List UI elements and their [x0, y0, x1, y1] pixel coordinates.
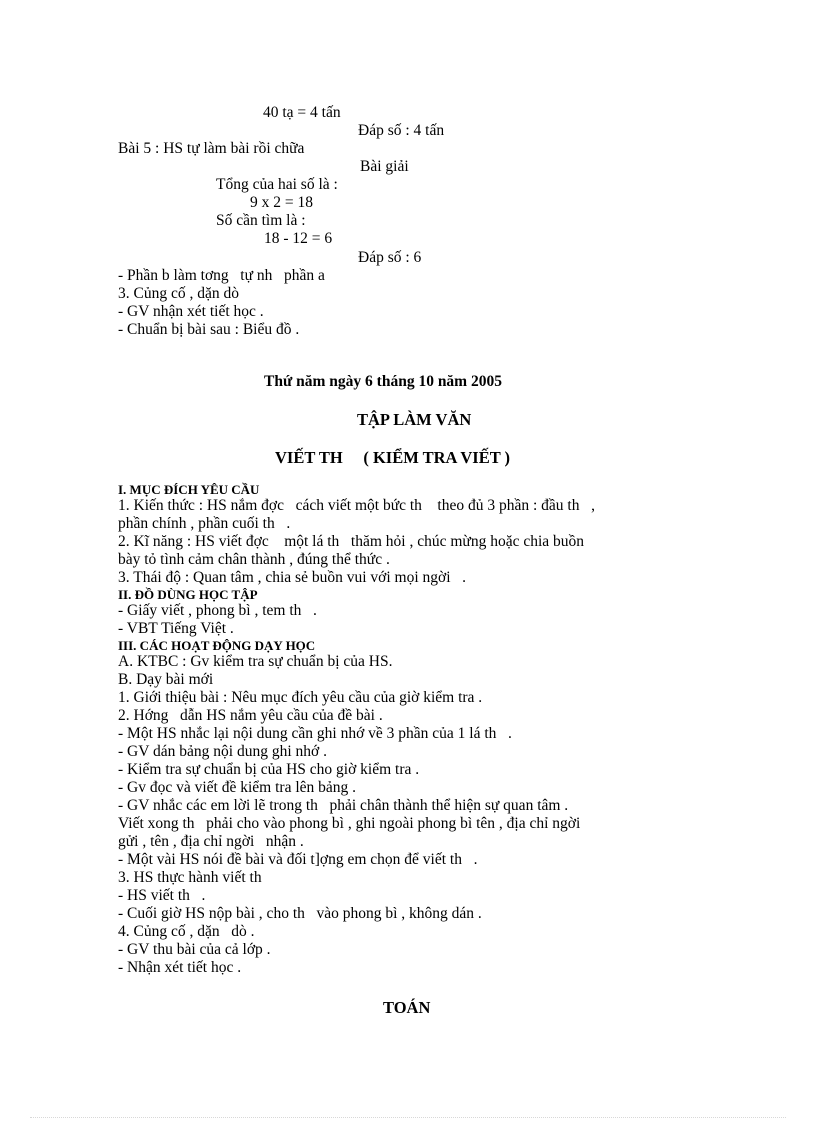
- text-line: - Giấy viết , phong bì , tem th .: [118, 602, 317, 619]
- subject-heading: TẬP LÀM VĂN: [357, 410, 472, 429]
- text-line: 40 tạ = 4 tấn: [263, 104, 341, 121]
- text-line: 2. Hớng dẫn HS nắm yêu cầu của đề bài .: [118, 707, 383, 724]
- text-line: - GV dán bảng nội dung ghi nhớ .: [118, 743, 327, 760]
- text-line: Số cần tìm là :: [216, 212, 306, 229]
- text-line: 3. Thái độ : Quan tâm , chia sẻ buồn vui với mọi ngời .: [118, 569, 467, 586]
- text-line: - Kiểm tra sự chuẩn bị của HS cho giờ kiểm tra .: [118, 761, 420, 778]
- text-line: - GV thu bài của cả lớp .: [118, 941, 271, 958]
- text-line: 18 - 12 = 6: [264, 230, 333, 247]
- text-line: 3. Củng cố , dặn dò: [118, 285, 239, 302]
- section-heading: I. MỤC ĐÍCH YÊU CẦU: [118, 482, 260, 497]
- text-line: Tổng của hai số là :: [216, 176, 338, 193]
- text-line: - Một vài HS nói đề bài và đối t]ợng em chọn để viết th .: [118, 851, 478, 868]
- text-line: - Gv đọc và viết đề kiểm tra lên bảng .: [118, 779, 357, 796]
- text-line: bày tỏ tình cảm chân thành , đúng thể thức .: [118, 551, 390, 568]
- section-heading: II. ĐỒ DÙNG HỌC TẬP: [118, 587, 258, 602]
- text-line: 1. Kiến thức : HS nắm đợc cách viết một bức th theo đủ 3 phần : đầu th ,: [118, 497, 595, 514]
- text-line: A. KTBC : Gv kiểm tra sự chuẩn bị của HS.: [118, 653, 393, 670]
- text-line: phần chính , phần cuối th .: [118, 515, 291, 532]
- text-line: - Cuối giờ HS nộp bài , cho th vào phong bì , không dán .: [118, 905, 482, 922]
- text-line: - GV nhắc các em lời lẽ trong th phải chân thành thể hiện sự quan tâm .: [118, 797, 569, 814]
- text-line: - GV nhận xét tiết học .: [118, 303, 264, 320]
- page-bottom-divider: [30, 1117, 786, 1118]
- section-heading: III. CÁC HOẠT ĐỘNG DẠY HỌC: [118, 638, 316, 653]
- text-line: Đáp số : 6: [358, 249, 422, 266]
- text-line: - Một HS nhắc lại nội dung cần ghi nhớ về 3 phần của 1 lá th .: [118, 725, 512, 742]
- text-line: Bài 5 : HS tự làm bài rồi chữa: [118, 140, 305, 157]
- text-line: gửi , tên , địa chỉ ngời nhận .: [118, 833, 304, 850]
- subject-heading: TOÁN: [383, 998, 431, 1017]
- text-line: 1. Giới thiệu bài : Nêu mục đích yêu cầu của giờ kiểm tra .: [118, 689, 483, 706]
- text-line: - VBT Tiếng Việt .: [118, 620, 234, 637]
- text-line: 9 x 2 = 18: [250, 194, 313, 211]
- text-line: - HS viết th .: [118, 887, 206, 904]
- text-line: Đáp số : 4 tấn: [358, 122, 445, 139]
- text-line: B. Dạy bài mới: [118, 671, 214, 688]
- text-line: Viết xong th phải cho vào phong bì , ghi ngoài phong bì tên , địa chỉ ngời: [118, 815, 581, 832]
- text-line: 2. Kĩ năng : HS viết đợc một lá th thăm hỏi , chúc mừng hoặc chia buồn: [118, 533, 585, 550]
- text-line: 4. Củng cố , dặn dò .: [118, 923, 255, 940]
- text-line: - Chuẩn bị bài sau : Biểu đồ .: [118, 321, 300, 338]
- lesson-title: VIẾT TH ( KIỂM TRA VIẾT ): [275, 448, 511, 467]
- text-line: - Nhận xét tiết học .: [118, 959, 242, 976]
- text-line: - Phần b làm tơng tự nh phần a: [118, 267, 325, 284]
- text-line: 3. HS thực hành viết th: [118, 869, 262, 886]
- date-heading: Thứ năm ngày 6 tháng 10 năm 2005: [264, 373, 502, 390]
- text-line: Bài giải: [360, 158, 409, 175]
